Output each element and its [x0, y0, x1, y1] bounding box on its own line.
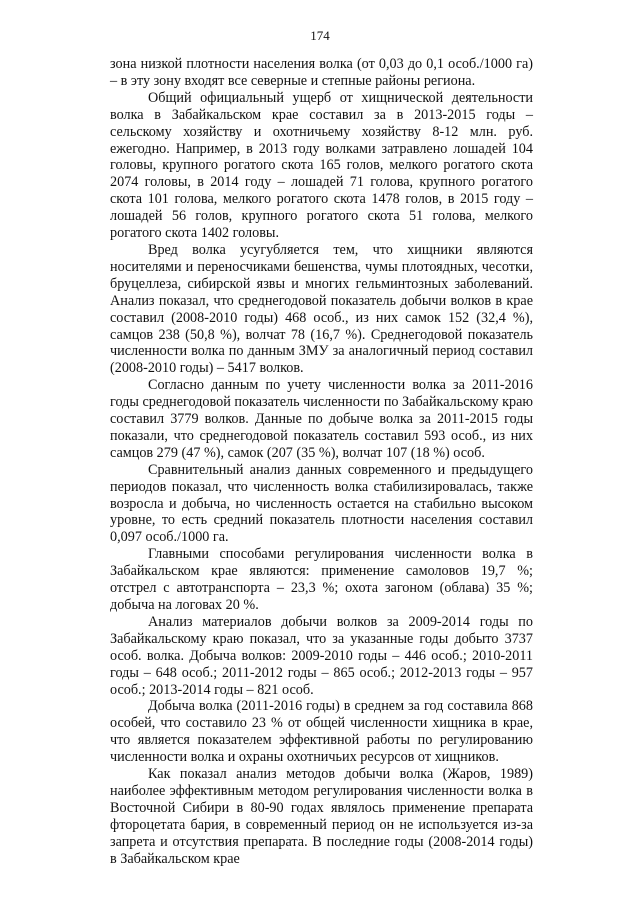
paragraph: Главными способами регулирования численности волка в Забайкальском крае являются: применение самоловов 19,7 %; отстрел с автотранспорта – 23,3 %; охота загоном (облава) 35 %; добыча на логовах 20 %. [110, 546, 533, 613]
paragraph: Как показал анализ методов добычи волка (Жаров, 1989) наиболее эффективным методом регулирования численности волка в Восточной Сибири в 80-90 годах являлось применение препарата фтороцетата бария, в современный период он не используется из-за запрета и отсутствия препарата. В последние годы (2008-2014 годы) в Забайкальском крае [110, 766, 533, 867]
paragraph: Сравнительный анализ данных современного и предыдущего периодов показал, что численность волка стабилизировалась, также возросла и добыча, но численность остается на стабильно высоком уровне, то есть средний показатель плотности населения составил 0,097 особ./1000 га. [110, 461, 533, 546]
paragraph: Согласно данным по учету численности волка за 2011-2016 годы среднегодовой показатель численности по Забайкальскому краю составил 3779 волков. Данные по добыче волка за 2011-2015 годы показали, что среднегодовой показатель составил 593 особ., из них самцов 279 (47 %), самок (207 (35 %), волчат 107 (18 %) особ. [110, 377, 534, 461]
paragraph: зона низкой плотности населения волка (от 0,03 до 0,1 особ./1000 га) – в эту зону входят все северные и степные районы региона. [110, 56, 533, 89]
paragraph: Анализ материалов добычи волков за 2009-2014 годы по Забайкальскому краю показал, что за указанные годы добыто 3737 особ. волка. Добыча волков: 2009-2010 годы – 446 особ.; 2010-2011 годы – 648 особ.; 2011-2012 годы – 865 особ.; 2012-2013 годы – 957 особ.; 2013-2014 годы – 821 особ. [110, 613, 533, 698]
paragraph: Вред волка усугубляется тем, что хищники являются носителями и переносчиками бешенства, чумы плотоядных, чесотки, бруцеллеза, сибирской язвы и многих гельминтозных заболеваний. Анализ показал, что среднегодовой показатель добычи волков в крае составил (2008-2010 годы) 468 особ., из них самок 152 (32,4 %), самцов 238 (50,8 %), волчат 78 (16,7 %). Среднегодовой показатель численности волка по данным ЗМУ за аналогичный период составил (2008-2010 годы) – 5417 волков. [110, 241, 533, 377]
page-number: 174 [310, 28, 330, 43]
body-text [110, 56, 533, 868]
paragraph: Общий официальный ущерб от хищнической деятельности волка в Забайкальском крае составил за в 2013-2015 годы – сельскому хозяйству и охотничьему хозяйству 8-12 млн. руб. ежегодно. Например, в 2013 году волками затравлено лошадей 104 головы, крупного рогатого скота 165 голов, мелкого рогатого скота 2074 головы, в 2014 году – лошадей 71 голова, крупного рогатого скота 101 голова, мелкого рогатого скота 1478 голов, в 2015 году – лошадей 56 голов, крупного рогатого скота 51 голова, мелкого рогатого скота 1402 головы. [110, 89, 533, 242]
paragraph: Добыча волка (2011-2016 годы) в среднем за год составила 868 особей, что составило 23 % от общей численности хищника в крае, что является показателем эффективной работы по регулированию численности волка и охраны охотничьих ресурсов от хищников. [110, 698, 533, 766]
